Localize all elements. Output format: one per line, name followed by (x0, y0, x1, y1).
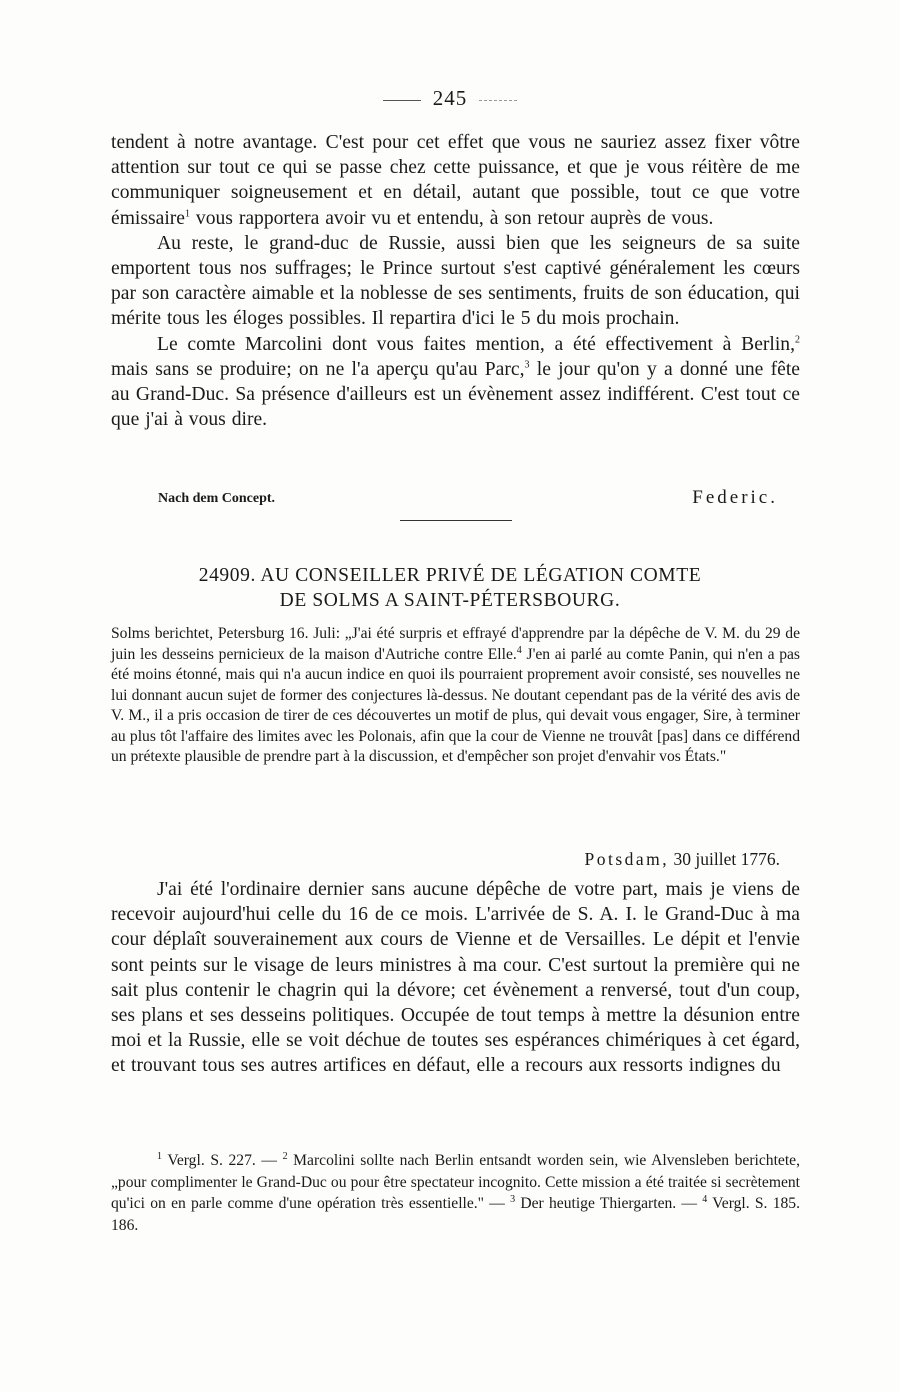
footnote-4: Vergl. S. 185. 186. (111, 1195, 800, 1234)
signature: Federic. (692, 487, 778, 508)
signature-line (158, 487, 778, 511)
summary-text-end: J'en ai parlé au comte Panin, qui n'en a pas été moins étonné, mais qui n'a aucun indice en quoi ils pourraient proprement avoir consisté, ses nouvelles ne lui donnant aucun sujet de former des conjectures là-dessus. Ne doutant cependant pas de la vérité des avis de V. M., il a pris occasion de tirer de ces découvertes un motif de plus, qui devait vous engager, Sire, à terminer au plus tôt l'affaire des limites avec les Polonais, afin que la cour de Vienne ne trouvât [pas] dans ce différend un prétexte plausible de prendre part à la discussion, et d'empêcher son projet d'envahir vos États." (111, 645, 800, 765)
paragraph-3-text-b: mais sans se produire; on ne l'a aperçu qu'au Parc, (111, 358, 525, 380)
header-rule-right (479, 100, 517, 101)
paragraph-1-end: vous rapportera avoir vu et entendu, à son retour auprès de vous. (190, 207, 714, 229)
footnote-ref-3: 3 (524, 359, 530, 371)
paragraph-3-text-c: le jour qu'on y a donné une fête au Grand-Duc. Sa présence d'ailleurs est un évènement assez indifférent. C'est tout ce que j'ai à vous dire. (111, 358, 800, 431)
date-place: Potsdam, (584, 849, 670, 869)
dateline (585, 849, 781, 870)
body-paragraph: J'ai été l'ordinaire dernier sans aucune dépêche de votre part, mais je viens de recevoir aujourd'hui celle du 16 de ce mois. L'arrivée de S. A. I. le Grand-Duc à ma cour déplaît souverainement aux cours de Vienne et de Versailles. Le dépit et l'envie sont peints sur le visage de leurs ministres à ma cour. C'est surtout la première qui ne sait plus contenir le chagrin qui la dévore; cet évènement a renversé, tout d'un coup, ses plans et ses desseins politiques. Occupée de tout temps à mettre la désunion entre moi et la Russie, elle se voit déchue de toutes ses espérances chimériques à cet égard, et trouvant tous ses autres artifices en défaut, elle a recours aux ressorts indignes du (111, 879, 800, 1077)
paragraph-3 (111, 332, 800, 433)
summary-text: Solms berichtet, Petersburg 16. Juli: „J'ai été surpris et effrayé d'apprendre par la dépêche de V. M. du 29 de juin les desseins pernicieux de la maison d'Autriche contre Elle. (111, 625, 800, 663)
paragraph-3-text-a: Le comte Marcolini dont vous faites mention, a été effectivement à Berlin, (157, 333, 795, 355)
page-number: 245 (432, 86, 468, 110)
footnote-2: Marcolini sollte nach Berlin entsandt worden sein, wie Alvensleben berichtete, „pour complimenter le Grand-Duc ou pour être spectateur incognito. Cette mission a été traitée si secrètement qu'ici on en parle comme d'une opération très essentielle." — (111, 1152, 800, 1212)
footnote-ref-4: 4 (516, 644, 522, 656)
footnote-ref-2: 2 (795, 334, 800, 346)
heading-line-1: 24909. AU CONSEILLER PRIVÉ DE LÉGATION COMTE (198, 565, 702, 586)
footnote-1: Vergl. S. 227. — (162, 1152, 283, 1169)
letter-body (111, 877, 800, 1079)
heading-line-2: DE SOLMS A SAINT-PÉTERSBOURG. (279, 590, 621, 611)
letter-continuation (111, 130, 800, 432)
letter-heading (0, 563, 900, 613)
paragraph-2: Au reste, le grand-duc de Russie, aussi bien que les seigneurs de sa suite emportent tous nos suffrages; le Prince surtout s'est captivé généralement les cœurs par son caractère aimable et la noblesse de ses sentiments, fruits de son éducation, qui mérite tous les éloges possibles. Il repartira d'ici le 5 du mois prochain. (111, 232, 800, 330)
footnotes (111, 1150, 800, 1236)
page-header (0, 86, 900, 111)
footnote-3: Der heutige Thiergarten. — (515, 1195, 703, 1212)
footnote-mark-3: 3 (510, 1193, 516, 1205)
paragraph-1 (111, 130, 800, 231)
date: 30 juillet 1776. (669, 849, 780, 869)
section-divider (400, 520, 512, 521)
footnote-mark-4: 4 (702, 1193, 708, 1205)
footnote-mark-1: 1 (157, 1150, 162, 1162)
footnote-mark-2: 2 (282, 1150, 288, 1162)
header-rule-left (383, 100, 421, 101)
source-note: Nach dem Concept. (158, 491, 276, 506)
report-summary (111, 624, 800, 768)
footnote-ref-1: 1 (185, 208, 190, 220)
paragraph-1-text: tendent à notre avantage. C'est pour cet effet que vous ne sauriez assez fixer vôtre attention sur tout ce qui se passe chez cette puissance, et que je vous réitère de me communiquer soigneusement et en détail, autant que possible, tout ce que votre émissaire (111, 132, 800, 229)
